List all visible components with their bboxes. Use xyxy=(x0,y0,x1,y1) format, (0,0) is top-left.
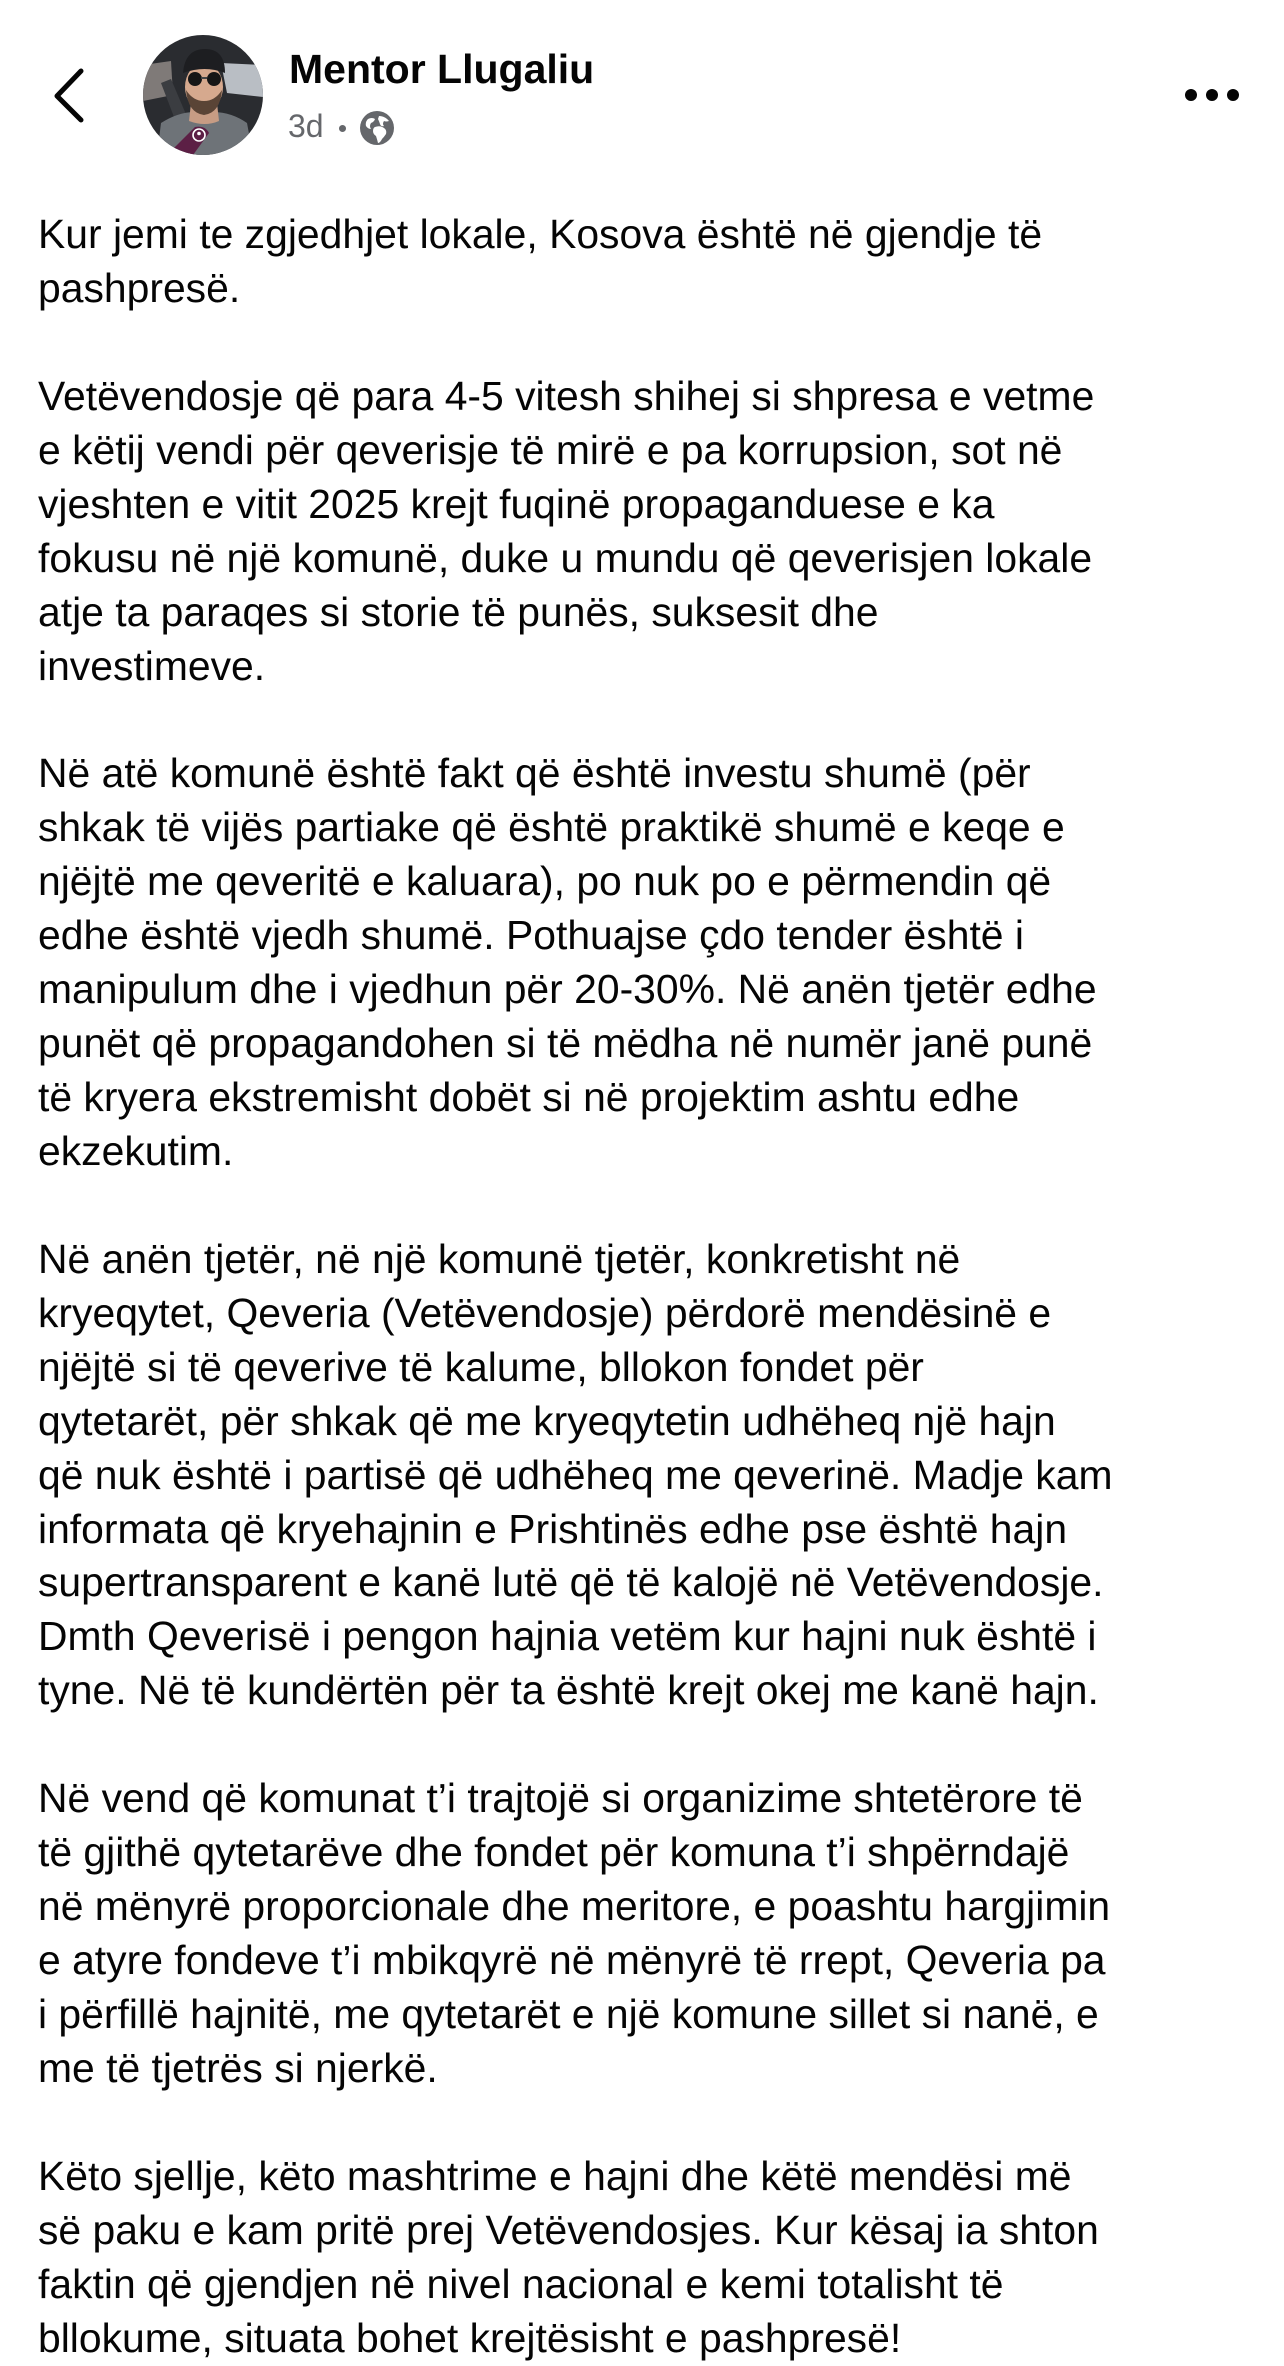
more-horizontal-icon xyxy=(1206,89,1218,101)
meta-separator-dot xyxy=(339,125,346,132)
post-text-line: punët që propagandohen si të mëdha në numër janë punë xyxy=(38,1020,1093,1067)
post-text-line: Kur jemi te zgjedhjet lokale, Kosova është në gjendje të xyxy=(38,211,1043,257)
paragraph-spacer xyxy=(38,316,1264,370)
post-text-line: atje ta paraqes si storie të punës, suksesit dhe xyxy=(38,588,879,635)
post-text-line: ekzekutim. xyxy=(38,1127,234,1174)
post-text-line: shkak të vijës partiake që është praktikë shumë e keqe e xyxy=(38,804,1065,851)
post-text-line: supertransparent e kanë lutë që të kalojë në Vetëvendosje. xyxy=(38,1559,1104,1606)
post-text-line: qytetarët, për shkak që me kryeqytetin udhëheq një hajn xyxy=(38,1397,1056,1444)
post-text-line: në mënyrë proporcionale dhe meritore, e poashtu hargjimin xyxy=(38,1883,1111,1930)
post-text-line: Në vend që komunat t’i trajtojë si organizime shtetërore të xyxy=(38,1775,1083,1822)
more-horizontal-icon xyxy=(1227,89,1239,101)
post-text-line: Dmth Qeverisë i pengon hajnia vetëm kur hajni nuk është i xyxy=(38,1613,1097,1660)
post-header xyxy=(0,0,1284,190)
post-text-line: tyne. Në të kundërtën për ta është krejt okej me kanë hajn. xyxy=(38,1667,1099,1714)
avatar-photo xyxy=(143,35,263,155)
post-text-line: vjeshten e vitit 2025 krejt fuqinë propaganduese e ka xyxy=(38,480,995,527)
post-paragraph xyxy=(38,208,1264,316)
post-text-line: Vetëvendosje që para 4-5 vitesh shihej si shpresa e vetme xyxy=(38,372,1095,419)
more-options-button[interactable] xyxy=(1170,70,1254,120)
post-text-line: investimeve. xyxy=(38,642,266,689)
post-text-line: të gjithë qytetarëve dhe fondet për komuna t’i shpërndajë xyxy=(38,1829,1070,1876)
paragraph-spacer xyxy=(38,693,1264,747)
post-text-line: edhe është vjedh shumë. Pothuajse çdo tender është i xyxy=(38,912,1024,959)
author-name[interactable]: Mentor Llugaliu xyxy=(289,46,595,92)
paragraph-spacer xyxy=(38,2096,1264,2150)
post-text-line: manipulum dhe i vjedhun për 20-30%. Në anën tjetër edhe xyxy=(38,966,1097,1013)
chevron-left-icon xyxy=(40,55,100,135)
post-text-line: me të tjetrës si njerkë. xyxy=(38,2044,438,2091)
post-timestamp[interactable]: 3d xyxy=(288,107,324,144)
post-text-line: kryeqytet, Qeveria (Vetëvendosje) përdorë mendësinë e xyxy=(38,1289,1052,1336)
post-paragraph xyxy=(38,1233,1264,1718)
post-text-line: njëjtë me qeveritë e kaluara), po nuk po e përmendin që xyxy=(38,858,1052,905)
post-text-line: Këto sjellje, këto mashtrime e hajni dhe këtë mendësi më xyxy=(38,2152,1072,2199)
post-text-line: së paku e kam pritë prej Vetëvendosjes. Kur kësaj ia shton xyxy=(38,2206,1099,2253)
post-meta xyxy=(288,104,395,148)
post-paragraph xyxy=(38,747,1264,1179)
post-text-line: që nuk është i partisë që udhëheq me qeverinë. Madje kam xyxy=(38,1451,1113,1498)
post-paragraph xyxy=(38,1772,1264,2096)
post-text-line: bllokume, situata bohet krejtësisht e pashpresë! xyxy=(38,2314,902,2361)
globe-icon[interactable] xyxy=(359,110,395,146)
post-text-line: e këtij vendi për qeverisje të mirë e pa korrupsion, sot në xyxy=(38,426,1063,473)
post-text-line: e atyre fondeve t’i mbikqyrë në mënyrë të rrept, Qeveria pa xyxy=(38,1937,1106,1983)
post-text-line: faktin që gjendjen në nivel nacional e kemi totalisht të xyxy=(38,2260,1004,2307)
post-text-line: i përfillë hajnitë, me qytetarët e një komune sillet si nanë, e xyxy=(38,1990,1099,2037)
post-text-line: të kryera ekstremisht dobët si në projektim ashtu edhe xyxy=(38,1074,1020,1120)
post-paragraph xyxy=(38,370,1264,694)
post-text-line: informata që kryehajnin e Prishtinës edhe pse është hajn xyxy=(38,1505,1068,1552)
post-text-line: pashpresë. xyxy=(38,264,241,311)
back-button[interactable] xyxy=(40,55,100,135)
post-text-line: fokusu në një komunë, duke u mundu që qeverisjen lokale xyxy=(38,534,1093,581)
paragraph-spacer xyxy=(38,1179,1264,1233)
post-paragraph xyxy=(38,2150,1264,2366)
post-text xyxy=(38,208,1264,2366)
post-text-line: Në atë komunë është fakt që është investu shumë (për xyxy=(38,750,1031,797)
more-horizontal-icon xyxy=(1185,89,1197,101)
post-text-line: njëjtë si të qeverive të kalume, bllokon fondet për xyxy=(38,1343,924,1390)
paragraph-spacer xyxy=(38,1718,1264,1772)
author-avatar[interactable] xyxy=(143,35,263,155)
post-text-line: Në anën tjetër, në një komunë tjetër, konkretisht në xyxy=(38,1235,961,1282)
